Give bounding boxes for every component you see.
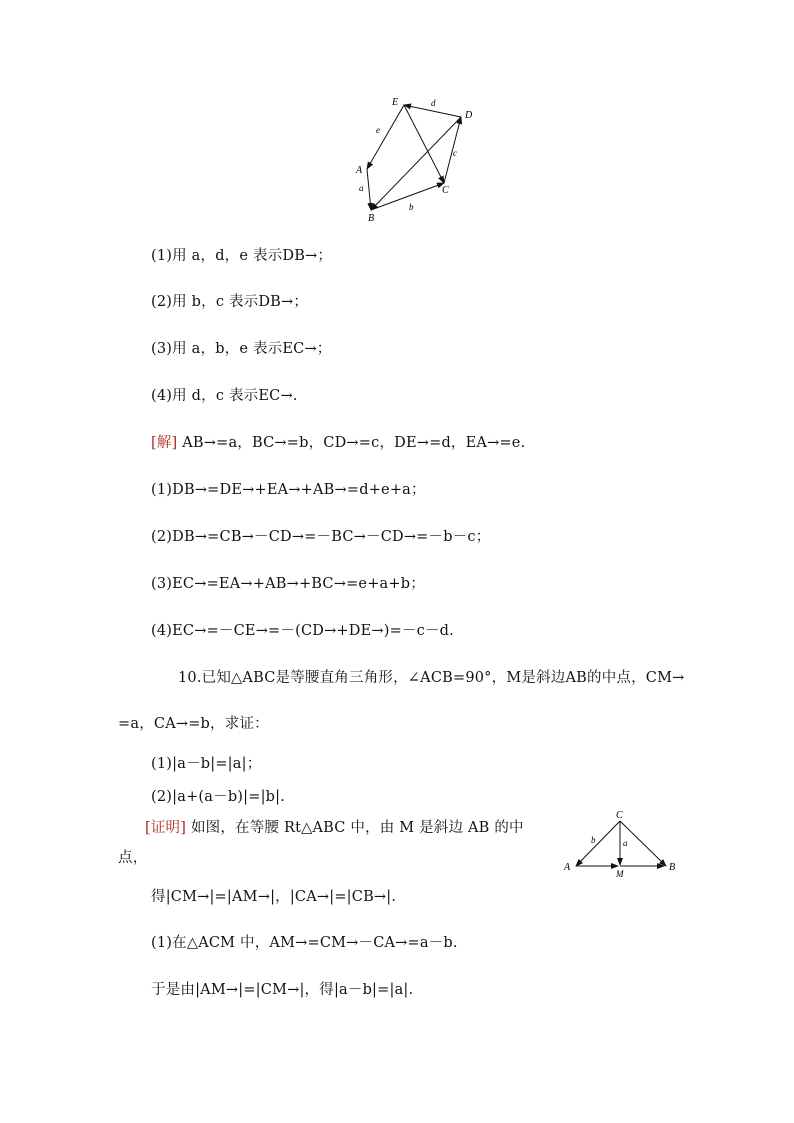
p9-question-3: (3)用 a，b，e 表示EC→； [151, 341, 332, 357]
label-m2: M [616, 869, 624, 878]
p9-solution-4: (4)EC→=－CE→=－(CD→+DE→)=－c－d. [151, 623, 454, 639]
p9-solution-intro [151, 431, 525, 452]
p9-solution-1: (1)DB→=DE→+EA→+AB→=d+e+a； [151, 482, 426, 498]
p10-proof-3: 于是由|AM→|=|CM→|，得|a－b|=|a|. [151, 982, 414, 998]
solution-tag: [解] [151, 435, 178, 451]
vector-ca [576, 821, 620, 866]
vector-label-e: e [376, 125, 380, 135]
vector-label-b: b [409, 202, 414, 212]
label-c2: C [616, 810, 623, 821]
label-b: B [368, 213, 375, 224]
vector-label-a: a [359, 183, 364, 193]
vector-label-b2: b [591, 835, 596, 845]
label-d: D [465, 110, 473, 121]
p9-question-1: (1)用 a，d，e 表示DB→； [151, 248, 333, 264]
solution-intro-text: AB→=a，BC→=b，CD→=c，DE→=d，EA→=e. [182, 435, 526, 451]
p10-proof-line-2: 点， [118, 850, 148, 866]
vector-ea [367, 105, 404, 169]
p10-question-1: (1)|a－b|=|a|； [151, 756, 262, 772]
p10-proof-2: (1)在△ACM 中，AM→=CM→－CA→=a－b. [151, 935, 458, 951]
label-b2: B [669, 862, 676, 873]
label-a: A [356, 165, 363, 176]
figure-triangle [562, 808, 682, 878]
vector-label-a2: a [623, 838, 628, 848]
diagonal-db [371, 117, 461, 210]
p9-solution-2: (2)DB→=CB→－CD→=－BC→－CD→=－b－c； [151, 529, 491, 545]
p10-question-2: (2)|a+(a－b)|=|b|. [151, 789, 286, 805]
label-a2: A [564, 862, 571, 873]
p9-question-2: (2)用 b，c 表示DB→； [151, 294, 309, 310]
vector-bc [371, 183, 444, 210]
p10-proof-line-1 [145, 816, 524, 837]
p10-proof-1: 得|CM→|=|AM→|，|CA→|=|CB→|. [151, 889, 397, 905]
proof-tag: [证明] [145, 820, 187, 836]
figure-pentagon-vectors [340, 90, 490, 225]
vector-label-d: d [431, 98, 436, 108]
p10-stem-line-2: =a，CA→=b，求证： [118, 716, 269, 732]
p9-question-4: (4)用 d，c 表示EC→. [151, 388, 298, 404]
p10-stem-line-1: 10.已知△ABC是等腰直角三角形，∠ACB=90°，M是斜边AB的中点，CM→ [178, 670, 685, 686]
diagonal-ec [404, 105, 444, 183]
label-c: C [442, 185, 449, 196]
p9-solution-3: (3)EC→=EA→+AB→+BC→=e+a+b； [151, 576, 425, 592]
proof-line-1-text: 如图，在等腰 Rt△ABC 中，由 M 是斜边 AB 的中 [190, 820, 524, 836]
vector-ab [367, 169, 371, 210]
vector-label-c: c [453, 148, 457, 158]
label-e: E [392, 97, 399, 108]
